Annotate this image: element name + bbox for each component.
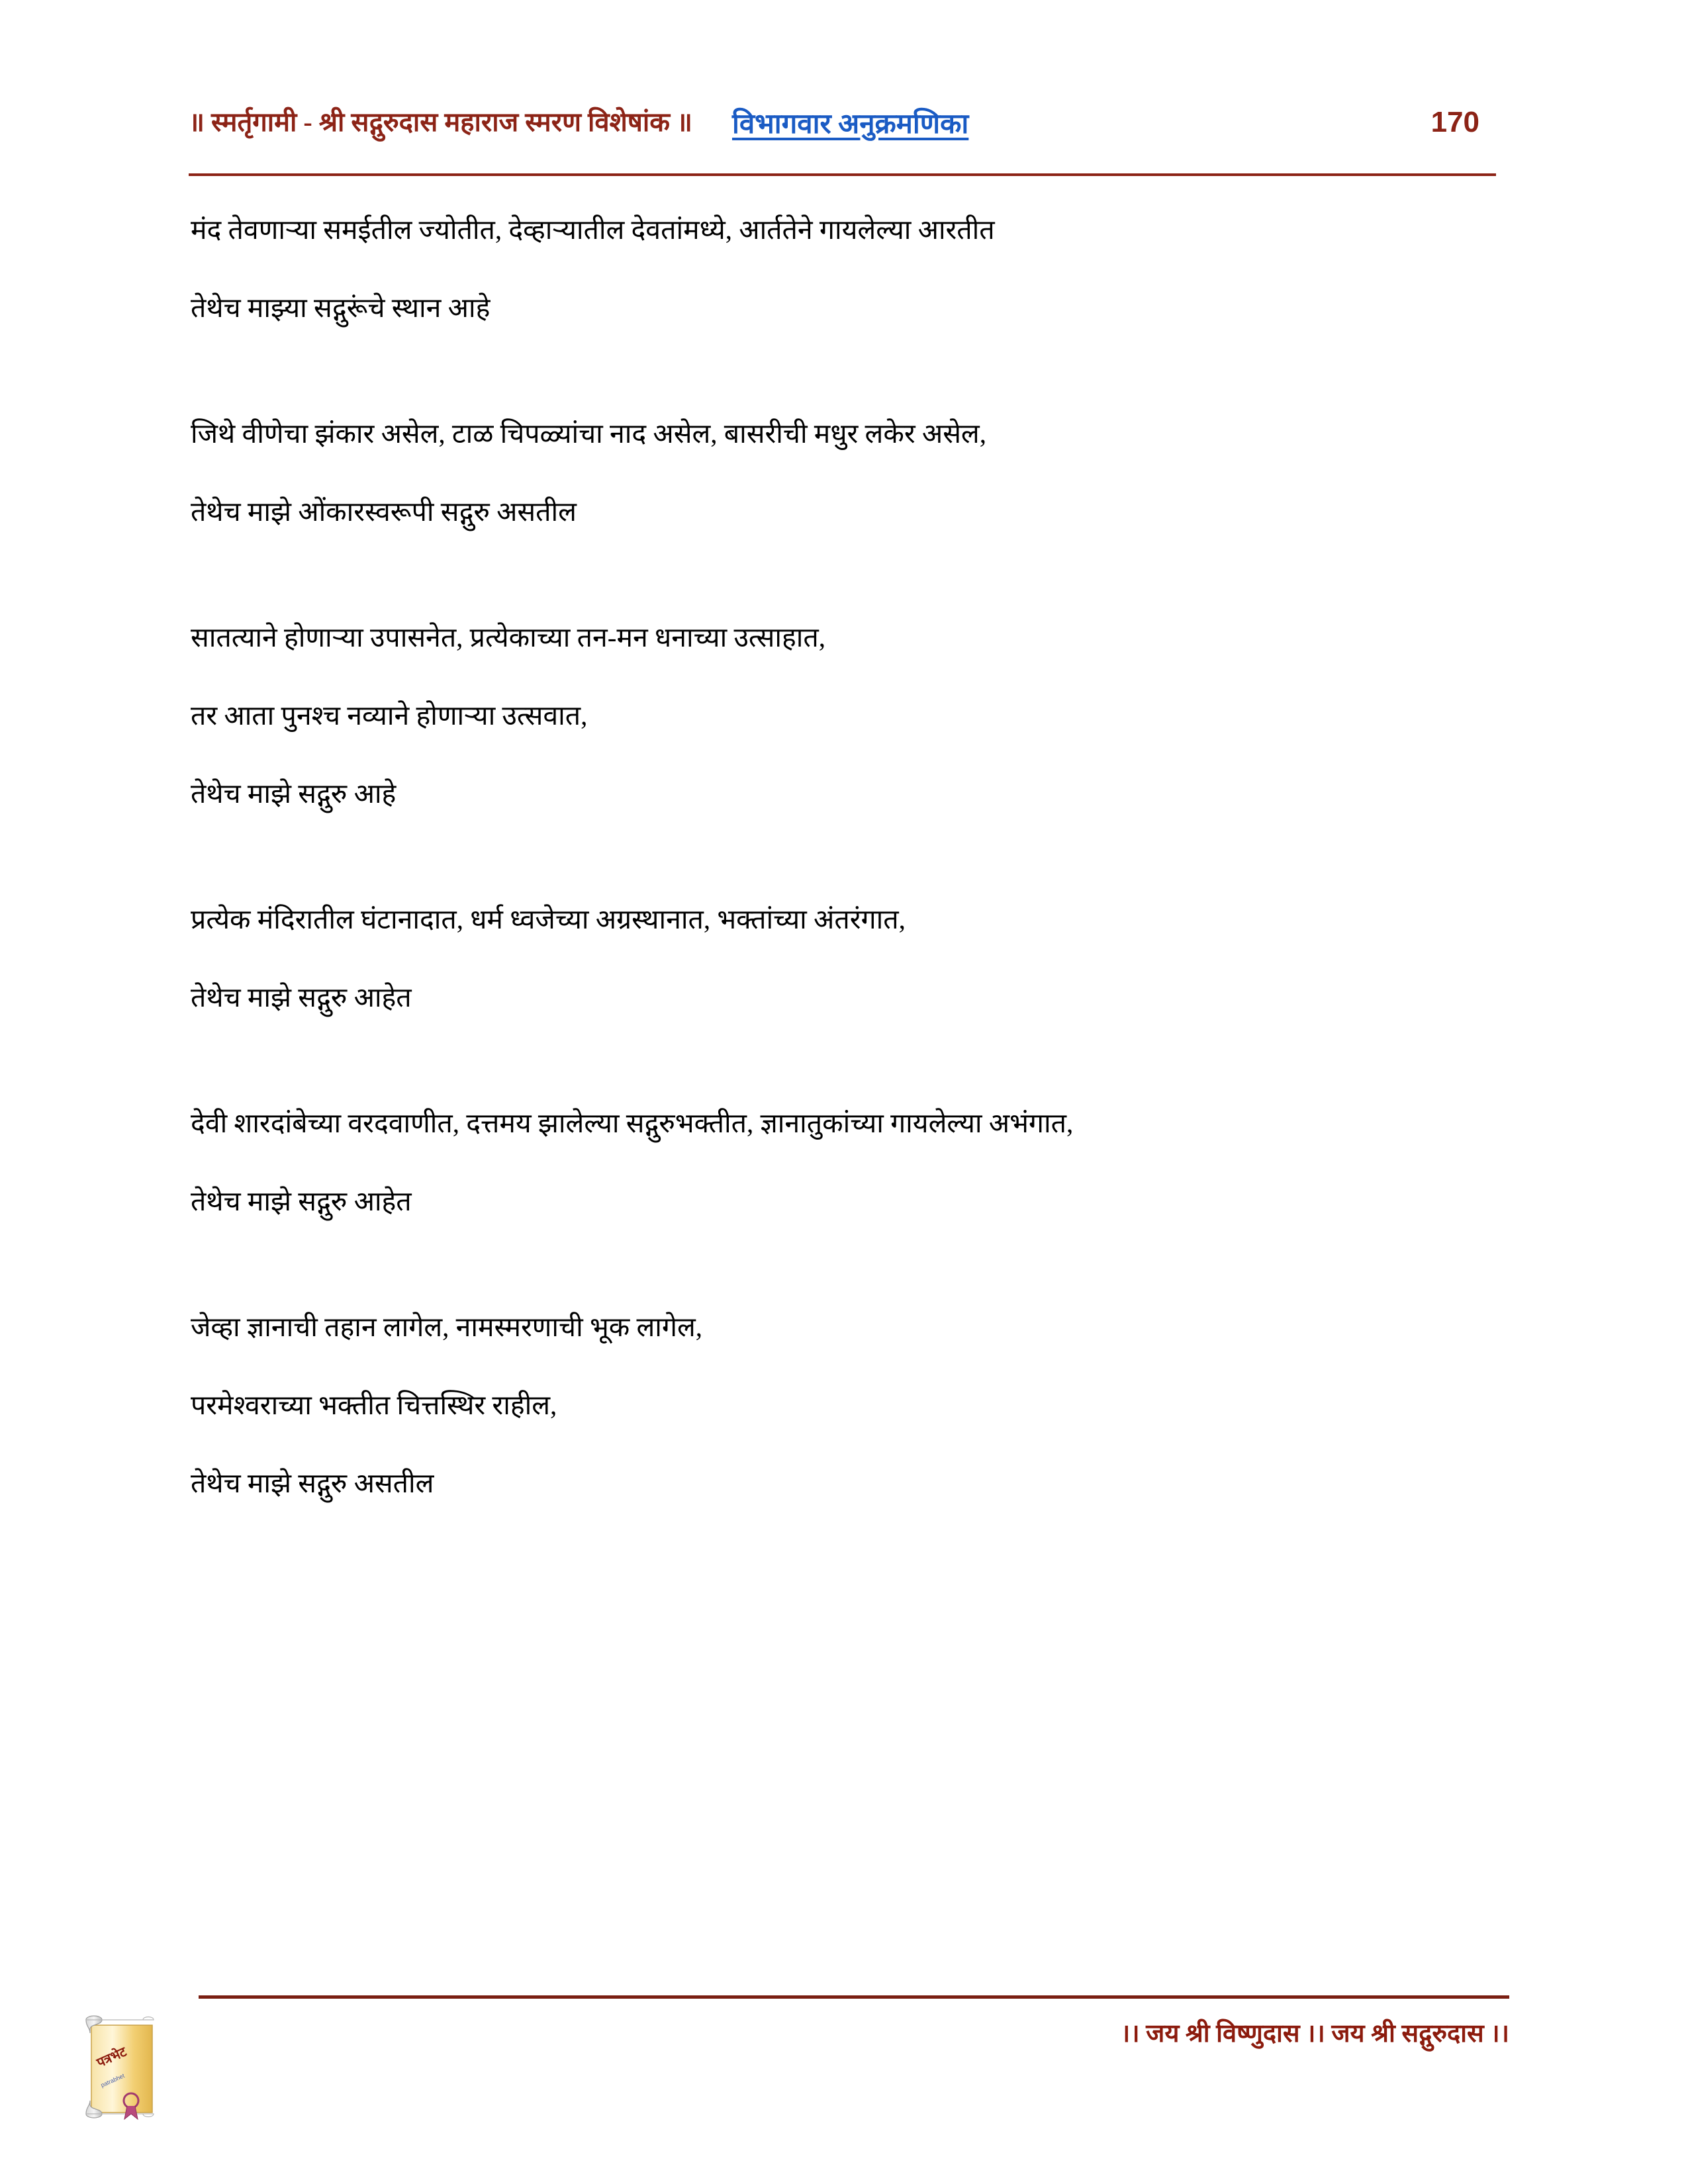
header-title: ॥ स्मर्तृगामी - श्री सद्गुरुदास महाराज स्मरण विशेषांक ॥ xyxy=(189,107,692,137)
poem-line: तेथेच माझे ओंकारस्वरूपी सद्गुरु असतील xyxy=(191,496,577,527)
svg-text:पत्रभेट: पत्रभेट xyxy=(95,2044,129,2071)
page-number: 170 xyxy=(1430,106,1479,138)
stanza xyxy=(191,880,1515,1036)
poem-line: तेथेच माझे सद्गुरु असतील xyxy=(191,1468,434,1498)
poem-line: सातत्याने होणाऱ्या उपासनेत, प्रत्येकाच्या तन-मन धनाच्या उत्साहात, xyxy=(191,622,825,653)
stanza xyxy=(191,598,1515,833)
footer-text: ।। जय श्री विष्णुदास ।। जय श्री सद्गुरुदास ।। xyxy=(1120,2020,1509,2048)
poem-line: तर आता पुनश्च नव्याने होणाऱ्या उत्सवात, xyxy=(191,700,588,731)
patrabhet-scroll-logo xyxy=(79,2013,165,2122)
page-header xyxy=(189,99,1499,146)
poem-line: देवी शारदांबेच्या वरदवाणीत, दत्तमय झालेल्या सद्गुरुभक्तीत, ज्ञानातुकांच्या गायलेल्या अभंगात, xyxy=(191,1108,1074,1138)
poem-line: प्रत्येक मंदिरातील घंटानादात, धर्म ध्वजेच्या अग्रस्थानात, भक्तांच्या अंतरंगात, xyxy=(191,904,906,934)
poem-body xyxy=(191,191,1515,1570)
poem-line: जिथे वीणेचा झंकार असेल, टाळ चिपळ्यांचा नाद असेल, बासरीची मधुर लकेर असेल, xyxy=(191,418,986,449)
svg-text:patrabhet: patrabhet xyxy=(99,2072,126,2089)
poem-line: जेव्हा ज्ञानाची तहान लागेल, नामस्मरणाची भूक लागेल, xyxy=(191,1312,703,1342)
footer-divider xyxy=(199,1995,1509,1999)
poem-line: तेथेच माझे सद्गुरु आहेत xyxy=(191,1186,412,1216)
stanza xyxy=(191,191,1515,347)
header-divider xyxy=(189,173,1496,176)
poem-line: तेथेच माझ्या सद्गुरूंचे स्थान आहे xyxy=(191,293,491,323)
stanza xyxy=(191,1288,1515,1522)
stanza xyxy=(191,1084,1515,1240)
poem-line: तेथेच माझे सद्गुरु आहे xyxy=(191,778,397,809)
poem-line: परमेश्वराच्या भक्तीत चित्तस्थिर राहील, xyxy=(191,1390,557,1420)
poem-line: मंद तेवणाऱ्या समईतील ज्योतीत, देव्हाऱ्यातील देवतांमध्ये, आर्ततेने गायलेल्या आरतीत xyxy=(191,214,995,245)
poem-line: तेथेच माझे सद्गुरु आहेत xyxy=(191,982,412,1013)
stanza xyxy=(191,394,1515,551)
index-link[interactable]: विभागवार अनुक्रमणिका xyxy=(731,109,969,140)
